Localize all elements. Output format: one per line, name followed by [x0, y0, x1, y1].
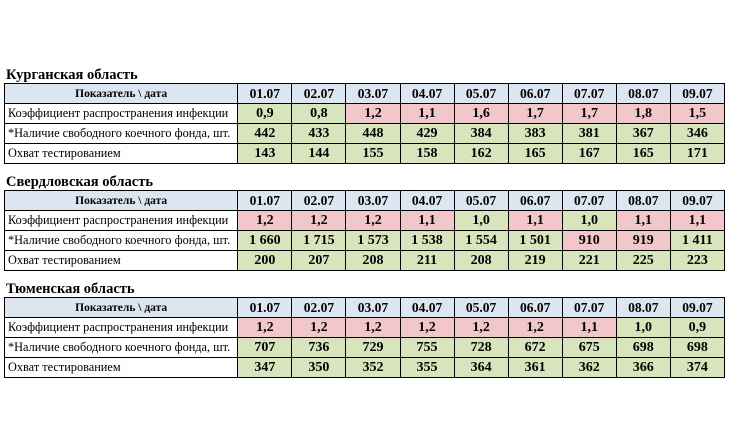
value-cell: 919 — [616, 231, 670, 251]
date-header: 04.07 — [400, 298, 454, 318]
indicator-label: Коэффициент распространения инфекции — [5, 104, 238, 124]
value-cell: 383 — [508, 124, 562, 144]
value-cell: 1,1 — [400, 211, 454, 231]
value-cell: 352 — [346, 358, 400, 378]
indicator-header: Показатель \ дата — [5, 191, 238, 211]
value-cell: 207 — [292, 251, 346, 271]
value-cell: 1,2 — [508, 318, 562, 338]
value-cell: 158 — [400, 144, 454, 164]
table-row — [5, 338, 725, 358]
value-cell: 167 — [562, 144, 616, 164]
date-header: 08.07 — [616, 298, 670, 318]
value-cell: 171 — [670, 144, 724, 164]
value-cell: 736 — [292, 338, 346, 358]
value-cell: 221 — [562, 251, 616, 271]
value-cell: 361 — [508, 358, 562, 378]
value-cell: 219 — [508, 251, 562, 271]
value-cell: 1 411 — [670, 231, 724, 251]
region-table — [4, 83, 725, 164]
value-cell: 1,1 — [508, 211, 562, 231]
value-cell: 200 — [238, 251, 292, 271]
table-row — [5, 318, 725, 338]
table-row — [5, 144, 725, 164]
date-header: 08.07 — [616, 191, 670, 211]
date-header: 02.07 — [292, 84, 346, 104]
value-cell: 1,2 — [400, 318, 454, 338]
value-cell: 1,2 — [454, 318, 508, 338]
date-header: 01.07 — [238, 298, 292, 318]
value-cell: 366 — [616, 358, 670, 378]
value-cell: 728 — [454, 338, 508, 358]
value-cell: 1,1 — [562, 318, 616, 338]
value-cell: 350 — [292, 358, 346, 378]
value-cell: 208 — [454, 251, 508, 271]
value-cell: 433 — [292, 124, 346, 144]
value-cell: 698 — [616, 338, 670, 358]
value-cell: 672 — [508, 338, 562, 358]
date-header: 04.07 — [400, 191, 454, 211]
value-cell: 155 — [346, 144, 400, 164]
value-cell: 367 — [616, 124, 670, 144]
indicator-header: Показатель \ дата — [5, 298, 238, 318]
value-cell: 0,8 — [292, 104, 346, 124]
value-cell: 1 715 — [292, 231, 346, 251]
value-cell: 1,2 — [238, 211, 292, 231]
region-title: Курганская область — [6, 67, 138, 83]
value-cell: 698 — [670, 338, 724, 358]
indicator-label: Охват тестированием — [5, 251, 238, 271]
value-cell: 1,2 — [292, 211, 346, 231]
region-title: Тюменская область — [6, 281, 135, 297]
date-header: 02.07 — [292, 298, 346, 318]
date-header: 07.07 — [562, 84, 616, 104]
value-cell: 0,9 — [238, 104, 292, 124]
indicator-label: *Наличие свободного коечного фонда, шт. — [5, 124, 238, 144]
value-cell: 1 538 — [400, 231, 454, 251]
value-cell: 1,0 — [562, 211, 616, 231]
value-cell: 1 554 — [454, 231, 508, 251]
table-row — [5, 124, 725, 144]
value-cell: 162 — [454, 144, 508, 164]
value-cell: 208 — [346, 251, 400, 271]
value-cell: 442 — [238, 124, 292, 144]
indicator-label: Охват тестированием — [5, 144, 238, 164]
indicator-header: Показатель \ дата — [5, 84, 238, 104]
value-cell: 144 — [292, 144, 346, 164]
table-row — [5, 231, 725, 251]
value-cell: 364 — [454, 358, 508, 378]
table-row — [5, 104, 725, 124]
date-header: 03.07 — [346, 84, 400, 104]
value-cell: 1,0 — [454, 211, 508, 231]
date-header: 06.07 — [508, 191, 562, 211]
table-row — [5, 251, 725, 271]
value-cell: 675 — [562, 338, 616, 358]
value-cell: 165 — [616, 144, 670, 164]
value-cell: 1,2 — [238, 318, 292, 338]
date-header: 04.07 — [400, 84, 454, 104]
date-header: 06.07 — [508, 298, 562, 318]
value-cell: 1 501 — [508, 231, 562, 251]
value-cell: 1,2 — [346, 318, 400, 338]
date-header: 03.07 — [346, 298, 400, 318]
header-row — [5, 191, 725, 211]
value-cell: 448 — [346, 124, 400, 144]
value-cell: 1,7 — [562, 104, 616, 124]
date-header: 09.07 — [670, 191, 724, 211]
value-cell: 346 — [670, 124, 724, 144]
value-cell: 910 — [562, 231, 616, 251]
date-header: 06.07 — [508, 84, 562, 104]
value-cell: 429 — [400, 124, 454, 144]
header-row — [5, 84, 725, 104]
date-header: 01.07 — [238, 191, 292, 211]
value-cell: 223 — [670, 251, 724, 271]
date-header: 05.07 — [454, 191, 508, 211]
value-cell: 1,0 — [616, 318, 670, 338]
value-cell: 707 — [238, 338, 292, 358]
date-header: 09.07 — [670, 298, 724, 318]
value-cell: 381 — [562, 124, 616, 144]
date-header: 05.07 — [454, 84, 508, 104]
region-title: Свердловская область — [6, 174, 154, 190]
value-cell: 1,2 — [346, 104, 400, 124]
value-cell: 1,2 — [292, 318, 346, 338]
value-cell: 347 — [238, 358, 292, 378]
value-cell: 1 573 — [346, 231, 400, 251]
date-header: 07.07 — [562, 191, 616, 211]
indicator-label: Коэффициент распространения инфекции — [5, 211, 238, 231]
value-cell: 1 660 — [238, 231, 292, 251]
value-cell: 1,6 — [454, 104, 508, 124]
date-header: 03.07 — [346, 191, 400, 211]
value-cell: 755 — [400, 338, 454, 358]
table-row — [5, 211, 725, 231]
indicator-label: *Наличие свободного коечного фонда, шт. — [5, 231, 238, 251]
value-cell: 1,2 — [346, 211, 400, 231]
value-cell: 0,9 — [670, 318, 724, 338]
region-table — [4, 190, 725, 271]
value-cell: 1,8 — [616, 104, 670, 124]
table-row — [5, 358, 725, 378]
region-section-tyumen — [4, 281, 725, 378]
indicator-label: Охват тестированием — [5, 358, 238, 378]
date-header: 07.07 — [562, 298, 616, 318]
value-cell: 165 — [508, 144, 562, 164]
value-cell: 355 — [400, 358, 454, 378]
date-header: 01.07 — [238, 84, 292, 104]
indicator-label: Коэффициент распространения инфекции — [5, 318, 238, 338]
value-cell: 729 — [346, 338, 400, 358]
value-cell: 1,5 — [670, 104, 724, 124]
indicator-label: *Наличие свободного коечного фонда, шт. — [5, 338, 238, 358]
value-cell: 143 — [238, 144, 292, 164]
value-cell: 384 — [454, 124, 508, 144]
date-header: 05.07 — [454, 298, 508, 318]
region-section-sverdlovsk — [4, 174, 725, 271]
value-cell: 1,7 — [508, 104, 562, 124]
date-header: 09.07 — [670, 84, 724, 104]
region-table — [4, 297, 725, 378]
value-cell: 1,1 — [616, 211, 670, 231]
value-cell: 211 — [400, 251, 454, 271]
date-header: 02.07 — [292, 191, 346, 211]
value-cell: 362 — [562, 358, 616, 378]
header-row — [5, 298, 725, 318]
date-header: 08.07 — [616, 84, 670, 104]
value-cell: 225 — [616, 251, 670, 271]
value-cell: 374 — [670, 358, 724, 378]
region-section-kurgan — [4, 67, 725, 164]
value-cell: 1,1 — [670, 211, 724, 231]
value-cell: 1,1 — [400, 104, 454, 124]
